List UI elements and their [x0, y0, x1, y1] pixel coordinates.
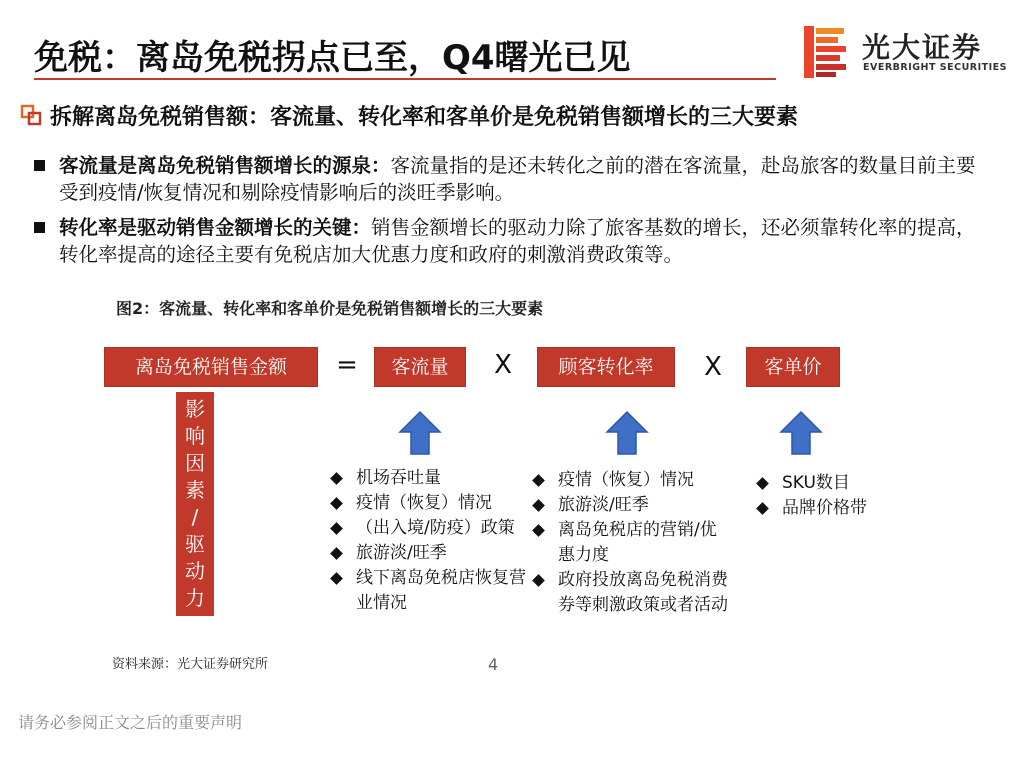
logo-text-cn: 光大证券 — [862, 31, 983, 64]
diamond-bullet-icon — [330, 522, 343, 535]
factor-box-conversion: 顾客转化率 — [537, 347, 675, 387]
diamond-bullet-icon — [330, 547, 343, 560]
multiply-sign: X — [704, 352, 722, 382]
bullet-text: 客流量指的是还未转化之前的潜在客流量，赴岛旅客的数量目前主要受到疫情/恢复情况和剔除疫情影响后的淡旺季影响。 — [59, 154, 976, 204]
conversion-factor-list — [532, 468, 732, 618]
factor-box-traffic: 客流量 — [374, 347, 466, 387]
bullet-key: 客流量是离岛免税销售额增长的源泉： — [59, 154, 391, 177]
diamond-bullet-icon — [330, 472, 343, 485]
section-marker-icon — [20, 104, 42, 126]
diamond-bullet-icon — [532, 574, 545, 587]
list-item: 离岛免税店的营销/优惠力度 — [532, 518, 732, 568]
diamond-bullet-icon — [532, 524, 545, 537]
list-item: 品牌价格带 — [756, 496, 926, 521]
bullet-text: 销售金额增长的驱动力除了旅客基数的增长，还必须靠转化率的提高，转化率提高的途径主要有免税店加大优惠力度和政府的刺激消费政策等。 — [59, 216, 976, 266]
page-number: 4 — [488, 655, 499, 674]
list-item: 旅游淡/旺季 — [532, 493, 732, 518]
disclaimer: 请务必参阅正文之后的重要声明 — [18, 713, 243, 732]
list-item: 疫情（恢复）情况 — [330, 491, 530, 516]
list-item: （出入境/防疫）政策 — [330, 516, 530, 541]
side-label-char: 动 — [185, 559, 205, 583]
traffic-factor-list — [330, 466, 530, 616]
side-label-char: 因 — [185, 451, 205, 475]
section-subheading: 拆解离岛免税销售额：客流量、转化率和客单价是免税销售额增长的三大要素 — [50, 105, 799, 130]
figure-caption: 图2：客流量、转化率和客单价是免税销售额增长的三大要素 — [116, 299, 544, 318]
list-item: 旅游淡/旺季 — [330, 541, 530, 566]
logo-text-en: EVERBRIGHT SECURITIES — [863, 62, 1007, 73]
diamond-bullet-icon — [756, 477, 769, 490]
square-bullet-icon — [34, 222, 45, 233]
unit-price-factor-list — [756, 471, 926, 521]
up-arrow-icon — [779, 410, 823, 456]
side-label-char: 影 — [185, 397, 205, 421]
title-divider — [34, 78, 776, 80]
page-title: 免税：离岛免税拐点已至，Q4曙光已见 — [34, 38, 631, 78]
diamond-bullet-icon — [756, 502, 769, 515]
bullet-key: 转化率是驱动销售金额增长的关键： — [59, 216, 372, 239]
bullet-item — [34, 214, 984, 268]
list-item: 政府投放离岛免税消费券等刺激政策或者活动 — [532, 568, 732, 618]
diamond-bullet-icon — [330, 572, 343, 585]
equals-sign: = — [336, 350, 358, 380]
list-item: 疫情（恢复）情况 — [532, 468, 732, 493]
side-label-char: 力 — [185, 586, 205, 610]
list-item: 线下离岛免税店恢复营业情况 — [330, 566, 530, 616]
side-label-char: 素 — [185, 478, 205, 502]
side-label-char: 驱 — [185, 532, 205, 556]
diamond-bullet-icon — [532, 499, 545, 512]
diamond-bullet-icon — [532, 474, 545, 487]
result-box: 离岛免税销售金额 — [104, 347, 318, 387]
factor-box-unit-price: 客单价 — [746, 347, 840, 387]
source-note: 资料来源：光大证券研究所 — [112, 657, 269, 672]
driver-side-label — [176, 392, 214, 616]
square-bullet-icon — [34, 160, 45, 171]
list-item: SKU数目 — [756, 471, 926, 496]
diamond-bullet-icon — [330, 497, 343, 510]
side-label-char: 响 — [185, 424, 205, 448]
up-arrow-icon — [605, 410, 649, 456]
bullet-item — [34, 152, 984, 206]
list-item: 机场吞吐量 — [330, 466, 530, 491]
multiply-sign: X — [494, 350, 512, 380]
up-arrow-icon — [398, 410, 442, 456]
side-label-char: / — [191, 505, 199, 529]
